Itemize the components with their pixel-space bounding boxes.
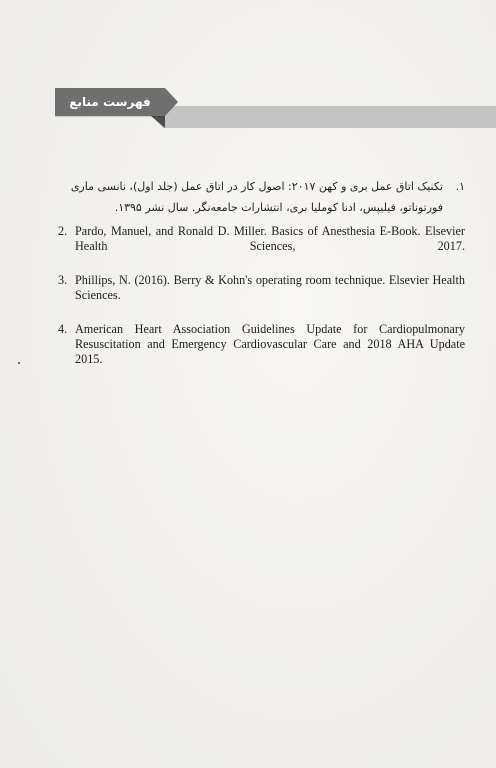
reference-number: 4. [58,322,68,336]
section-header-banner [55,88,496,136]
section-title: فهرست منابع [69,95,151,109]
reference-item-4 [58,322,465,382]
scan-speck [18,362,20,364]
reference-item-3 [58,273,465,318]
reference-number: 2. [58,224,68,238]
reference-list [58,176,465,382]
reference-text: American Heart Association Guidelines Update for Cardiopulmonary Resuscitation and Emergency Cardiovascular Care and 2018 AHA Update 2015. [75,322,465,366]
reference-text: Phillips, N. (2016). Berry & Kohn's operating room technique. Elsevier Health Sciences. [75,273,465,302]
header-ribbon-fold [151,116,165,128]
reference-text: Pardo, Manuel, and Ronald D. Miller. Basics of Anesthesia E-Book. Elsevier Health Sciences, 2017. [75,224,465,253]
reference-number: ۱. [455,180,465,193]
reference-item-2 [58,224,465,269]
reference-number: 3. [58,273,68,287]
reference-item-1 [58,176,465,218]
header-bar-light [163,106,496,128]
reference-text: تکنیک اتاق عمل بری و کهن ۲۰۱۷: اصول کار در اتاق عمل (جلد اول)، نانسی ماری فورتوناتو، فیلیپس، ادنا کوملیا بری، انتشارات جامعه‌نگر. سال نشر ۱۳۹۵. [70,180,443,214]
